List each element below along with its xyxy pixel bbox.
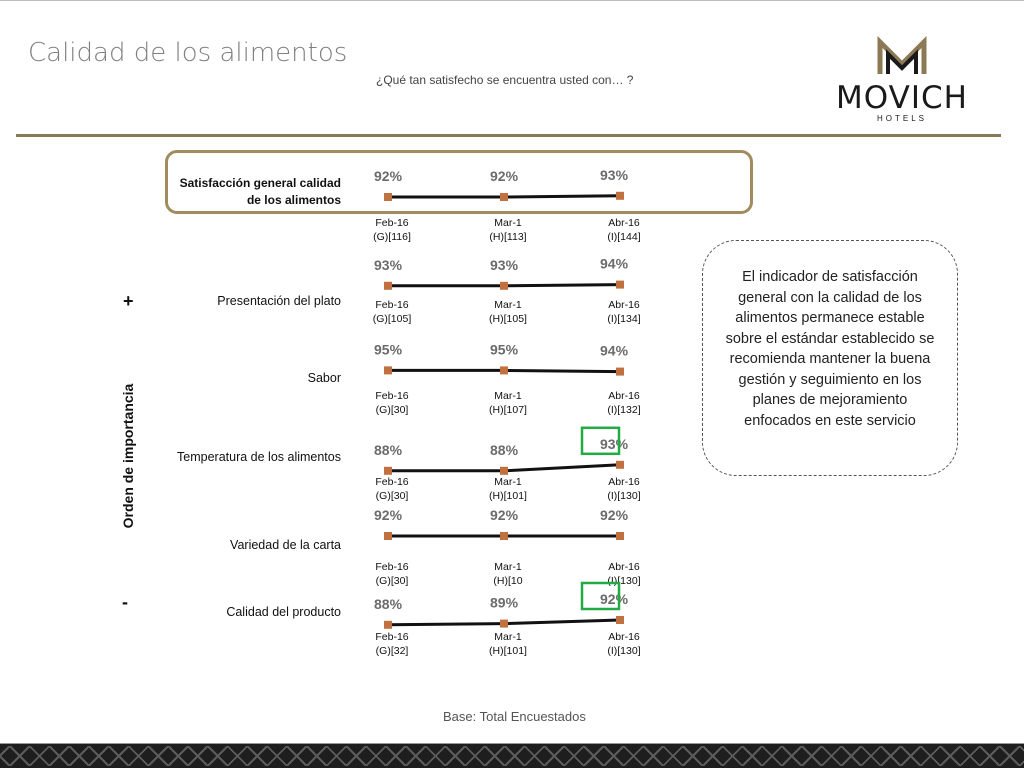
period-label: Mar-1 [494, 217, 522, 229]
footer-band [0, 744, 1024, 768]
sample-label: (I)[144] [607, 231, 641, 243]
data-point [384, 532, 392, 540]
sample-label: (H)[10 [493, 575, 523, 587]
period-label: Mar-1 [494, 390, 522, 402]
data-point [500, 532, 508, 540]
data-label: 92% [600, 507, 629, 523]
row-label: Temperatura de los alimentos [177, 450, 341, 464]
sample-label: (I)[132] [607, 404, 641, 416]
row-label: Calidad del producto [226, 605, 341, 619]
row-label: Sabor [307, 371, 341, 385]
data-point [616, 532, 624, 540]
data-point [616, 616, 624, 624]
period-label: Feb-16 [375, 390, 409, 402]
data-label: 88% [374, 595, 403, 612]
sample-label: (G)[105] [372, 313, 412, 325]
data-point [616, 368, 624, 376]
period-label: Abr-16 [608, 631, 640, 643]
data-label: 94% [600, 255, 629, 272]
sample-label: (H)[107] [489, 404, 527, 416]
sample-label: (H)[105] [489, 313, 527, 325]
data-point [384, 366, 392, 374]
minus-sign: - [122, 592, 128, 612]
sample-label: (I)[134] [607, 313, 641, 325]
row-label: Satisfacción general calidad de los alimentos [179, 176, 341, 207]
data-label: 95% [374, 341, 403, 358]
data-label: 88% [374, 441, 403, 458]
plus-sign: + [123, 291, 134, 311]
page-subtitle: ¿Qué tan satisfecho se encuentra usted con… ? [376, 73, 634, 87]
row-label: Presentación del plato [217, 294, 341, 308]
data-label: 94% [600, 342, 629, 359]
data-label: 93% [600, 435, 629, 452]
data-point [500, 467, 508, 475]
data-point [616, 281, 624, 289]
sample-label: (G)[30] [375, 404, 409, 416]
data-point [384, 193, 392, 201]
data-label: 89% [490, 594, 519, 611]
data-label: 93% [600, 166, 629, 183]
period-label: Abr-16 [608, 217, 640, 229]
sample-label: (G)[32] [375, 645, 409, 657]
sample-label: (G)[30] [375, 575, 409, 587]
logo-subtitle: HOTELS [876, 114, 927, 123]
period-label: Mar-1 [494, 299, 522, 311]
footer-pattern [0, 746, 1024, 766]
period-label: Abr-16 [608, 299, 640, 311]
sample-label: (G)[116] [373, 231, 411, 243]
page-title: Calidad de los alimentos [28, 38, 348, 68]
data-point [500, 620, 508, 628]
data-point [616, 192, 624, 200]
period-label: Mar-1 [494, 561, 522, 573]
data-label: 92% [490, 168, 519, 184]
period-label: Feb-16 [375, 476, 409, 488]
data-label: 88% [490, 441, 519, 458]
sample-label: (G)[30] [375, 490, 409, 502]
base-note: Base: Total Encuestados [443, 709, 586, 724]
period-label: Abr-16 [608, 561, 640, 573]
data-label: 92% [490, 507, 519, 523]
period-label: Feb-16 [375, 631, 409, 643]
data-label: 93% [374, 256, 403, 273]
data-label: 95% [490, 341, 519, 358]
data-label: 92% [374, 507, 403, 523]
data-point [500, 193, 508, 201]
data-label: 92% [600, 591, 629, 607]
sample-label: (H)[101] [489, 490, 527, 502]
insight-note: El indicador de satisfacción general con la calidad de los alimentos permanece estable sobre el estándar establecido se recomienda mantener la buena gestión y seguimiento en los planes de mejoramiento enfocados en este servicio [702, 240, 958, 476]
logo-name: MOVICH [836, 80, 968, 116]
data-point [384, 467, 392, 475]
period-label: Mar-1 [494, 631, 522, 643]
period-label: Feb-16 [375, 217, 409, 229]
period-label: Abr-16 [608, 390, 640, 402]
data-point [616, 461, 624, 469]
sample-label: (H)[101] [489, 645, 527, 657]
data-point [500, 366, 508, 374]
sample-label: (I)[130] [607, 575, 641, 587]
period-label: Feb-16 [375, 299, 409, 311]
data-label: 92% [374, 168, 403, 184]
data-point [500, 282, 508, 290]
period-label: Mar-1 [494, 476, 522, 488]
data-point [384, 282, 392, 290]
data-label: 93% [490, 256, 519, 273]
sample-label: (I)[130] [607, 645, 641, 657]
sample-label: (H)[113] [489, 231, 527, 243]
row-label: Variedad de la carta [230, 538, 341, 552]
data-point [384, 621, 392, 629]
period-label: Feb-16 [375, 561, 409, 573]
period-label: Abr-16 [608, 476, 640, 488]
sample-label: (I)[130] [607, 490, 641, 502]
importance-axis-label: Orden de importancia [120, 383, 136, 529]
